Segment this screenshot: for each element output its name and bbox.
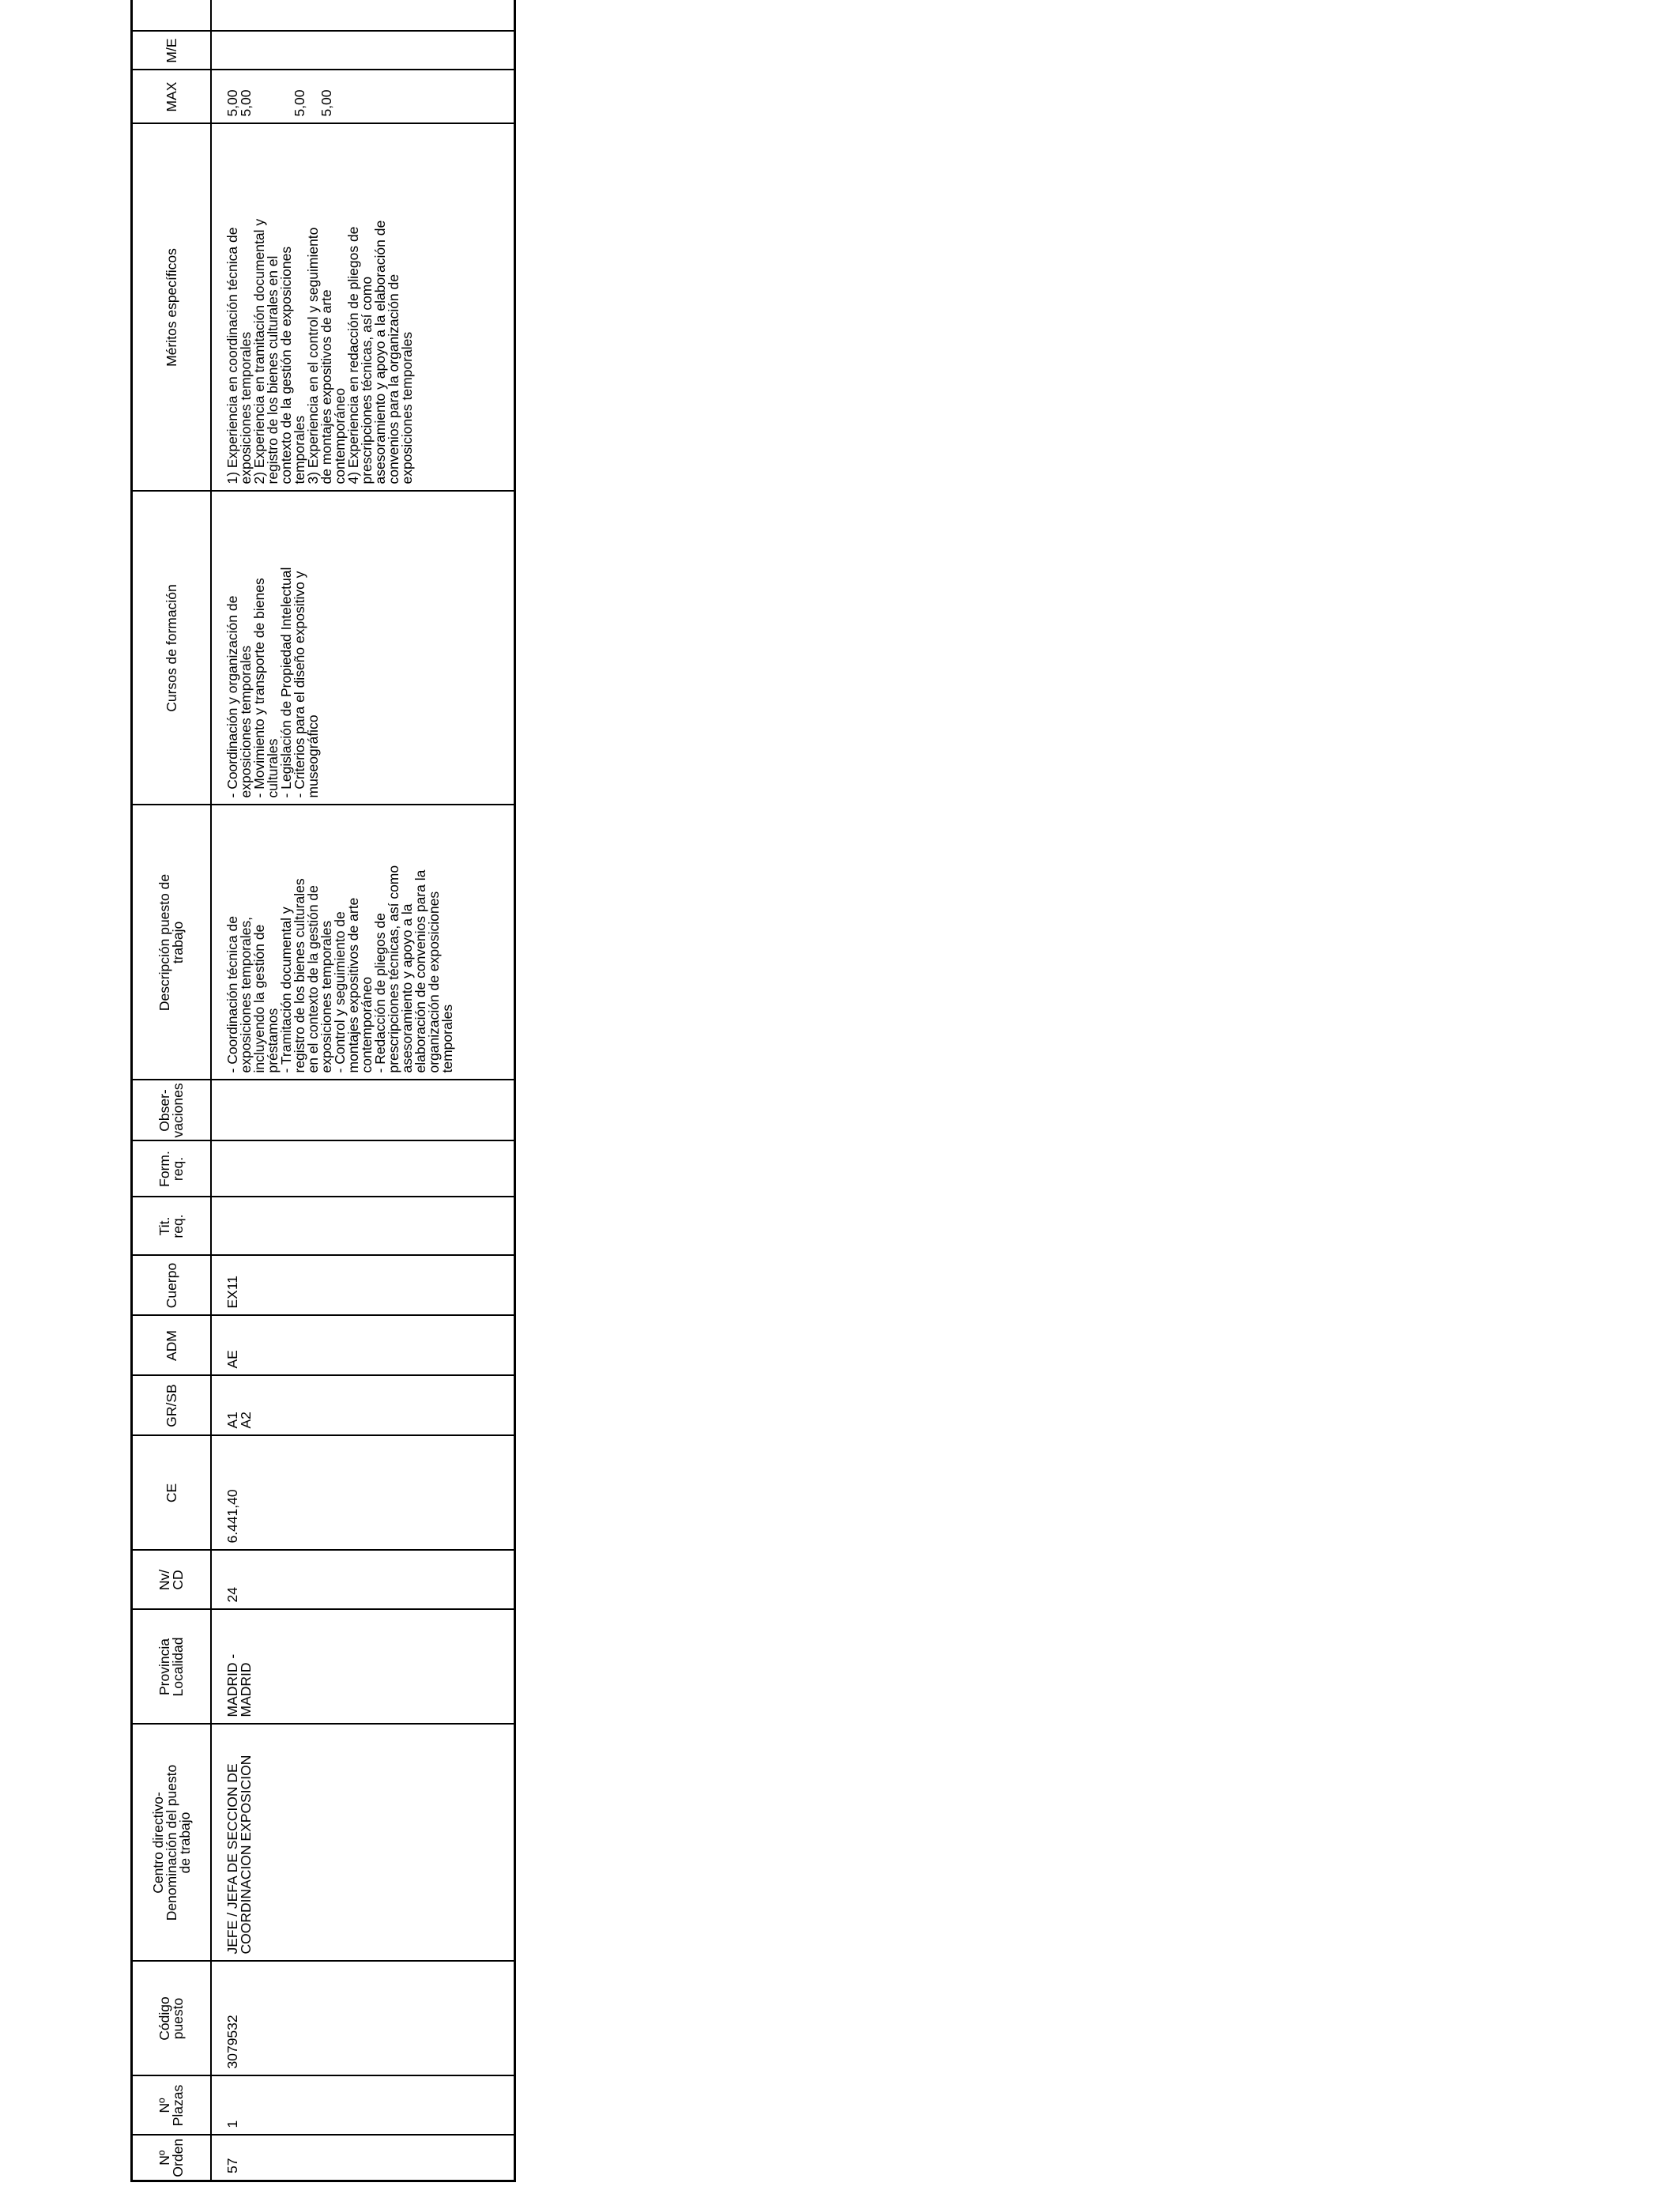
- header-codigo: Código puesto: [132, 1962, 212, 2076]
- header-tit: Tit. req.: [132, 1197, 212, 1256]
- cell-adm: AE: [211, 1316, 515, 1376]
- cell-centro: JEFE / JEFA DE SECCION DE COORDINACION EXPOSICION: [211, 1725, 515, 1962]
- cell-plazas: 1: [211, 2076, 515, 2136]
- cell-obs: [211, 1080, 515, 1141]
- header-cuerpo: Cuerpo: [132, 1256, 212, 1316]
- header-me: M/E: [132, 32, 212, 70]
- header-ce: CE: [132, 1436, 212, 1551]
- header-provincia: Provincia Localidad: [132, 1610, 212, 1725]
- cell-ce: 6.441,40: [211, 1436, 515, 1551]
- cell-nivel: 24: [211, 1551, 515, 1610]
- job-positions-table: [130, 0, 516, 2182]
- cell-codigo: 3079532: [211, 1962, 515, 2076]
- cell-descripcion: - Coordinación técnica de exposiciones temporales, incluyendo la gestión de préstamos - Tramitación documental y registro de los bienes culturales en el contexto de la gestión de exposiciones temporales - Control y seguimiento de montajes expositivos de arte contemporáneo - Redacción de pliegos de prescripciones técnicas, así como asesoramiento y apoyo a la elaboración de convenios para la organización de exposiciones temporales: [211, 805, 515, 1080]
- cell-me: [211, 32, 515, 70]
- header-meritos: Méritos específicos: [132, 124, 212, 492]
- header-max: MAX: [132, 70, 212, 124]
- header-obs: Obser- vaciones: [132, 1080, 212, 1141]
- cell-orden: 57: [211, 2136, 515, 2181]
- cell-cursos: - Coordinación y organización de exposiciones temporales - Movimiento y transporte de bienes culturales - Legislación de Propiedad Intelectual - Criterios para el diseño expositivo y museográfico: [211, 492, 515, 805]
- header-blank-1: [132, 0, 212, 32]
- header-nivel: Nv/ CD: [132, 1551, 212, 1610]
- header-orden: Nº Orden: [132, 2136, 212, 2181]
- cell-blank-1: [211, 0, 515, 32]
- table-row: [211, 0, 515, 2181]
- cell-meritos: 1) Experiencia en coordinación técnica de exposiciones temporales 2) Experiencia en tramitación documental y registro de los bienes culturales en el contexto de la gestión de exposiciones temporales 3) Experiencia en el control y seguimiento de montajes expositivos de arte contemporáneo 4) Experiencia en redacción de pliegos de prescripciones técnicas, así como asesoramiento y apoyo a la elaboración de convenios para la organización de exposiciones temporales: [211, 124, 515, 492]
- header-descripcion: Descripción puesto de trabajo: [132, 805, 212, 1080]
- cell-tit: [211, 1197, 515, 1256]
- cell-max: 5,00 5,00 5,00 5,00: [211, 70, 515, 124]
- cell-cuerpo: EX11: [211, 1256, 515, 1316]
- header-plazas: Nº Plazas: [132, 2076, 212, 2136]
- header-adm: ADM: [132, 1316, 212, 1376]
- header-row: [132, 0, 212, 2181]
- cell-provincia: MADRID - MADRID: [211, 1610, 515, 1725]
- rotated-table-sheet: [130, 4, 516, 2182]
- header-grsb: GR/SB: [132, 1376, 212, 1436]
- header-form: Form. req.: [132, 1141, 212, 1197]
- cell-grsb: A1 A2: [211, 1376, 515, 1436]
- cell-form: [211, 1141, 515, 1197]
- header-centro: Centro directivo- Denominación del puesto de trabajo: [132, 1725, 212, 1962]
- header-cursos: Cursos de formación: [132, 492, 212, 805]
